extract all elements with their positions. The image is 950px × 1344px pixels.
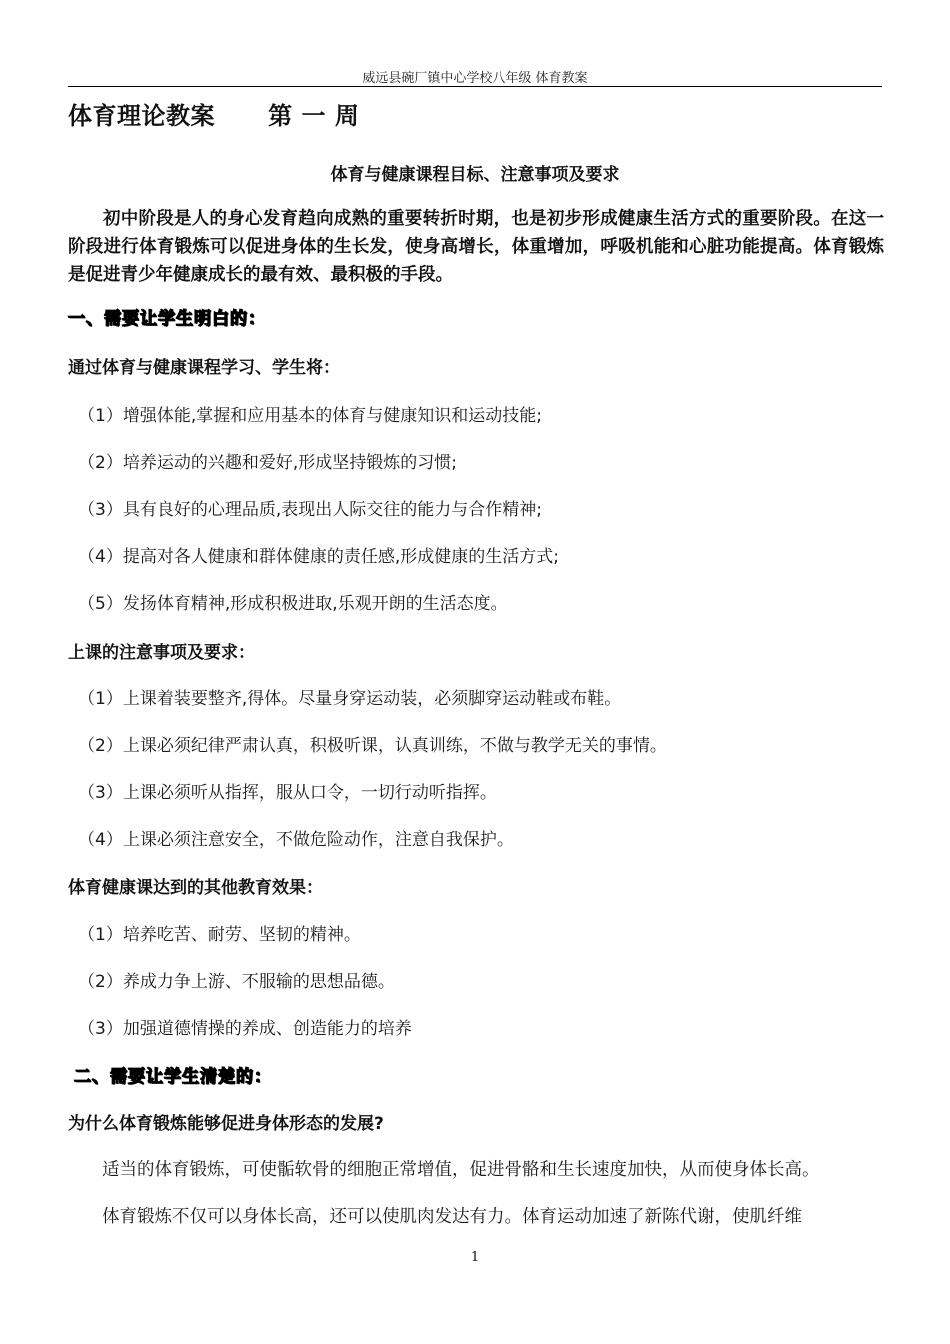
goal-item: （5）发扬体育精神,形成积极进取,乐观开朗的生活态度。 [78, 594, 508, 614]
question-heading: 为什么体育锻炼能够促进身体形态的发展? [68, 1114, 384, 1134]
goal-item: （4）提高对各人健康和群体健康的责任感,形成健康的生活方式; [78, 547, 559, 567]
effect-item: （3）加强道德情操的养成、创造能力的培养 [78, 1019, 412, 1039]
goals-heading: 通过体育与健康课程学习、学生将： [68, 358, 340, 378]
body-paragraph: 适当的体育锻炼，可使骺软骨的细胞正常增值，促进骨骼和生长速度加快，从而使身体长高。 [102, 1160, 820, 1180]
rules-heading: 上课的注意事项及要求： [68, 643, 255, 663]
effect-item: （1）培养吃苦、耐劳、坚韧的精神。 [78, 925, 361, 945]
effects-heading: 体育健康课达到的其他教育效果： [68, 878, 323, 898]
page-number: 1 [470, 1250, 480, 1265]
goal-item: （1）增强体能,掌握和应用基本的体育与健康知识和运动技能; [78, 406, 542, 426]
rule-item: （1）上课着装要整齐,得体。尽量身穿运动装，必须脚穿运动鞋或布鞋。 [78, 689, 622, 709]
page-header: 威远县碗厂镇中心学校八年级 体育教案 [362, 71, 588, 86]
rule-item: （2）上课必须纪律严肃认真，积极听课，认真训练，不做与教学无关的事情。 [78, 736, 667, 756]
effect-item: （2）养成力争上游、不服输的思想品德。 [78, 972, 395, 992]
part1-heading: 一、需要让学生明白的： [68, 309, 266, 329]
header-divider [68, 86, 882, 87]
goal-item: （2）培养运动的兴趣和爱好,形成坚持锻炼的习惯; [78, 453, 457, 473]
goal-item: （3）具有良好的心理品质,表现出人际交往的能力与合作精神; [78, 500, 542, 520]
section-title: 体育与健康课程目标、注意事项及要求 [330, 165, 620, 185]
rule-item: （3）上课必须听从指挥，服从口令，一切行动听指挥。 [78, 783, 497, 803]
body-paragraph: 体育锻炼不仅可以身体长高，还可以使肌肉发达有力。体育运动加速了新陈代谢，使肌纤维 [102, 1207, 802, 1227]
intro-paragraph: 初中阶段是人的身心发育趋向成熟的重要转折时期，也是初步形成健康生活方式的重要阶段。在这一阶段进行体育锻炼可以促进身体的生长发，使身高增长，体重增加，呼吸机能和心脏功能提高。体育锻炼是促进青少年健康成长的最有效、最积极的手段。 [68, 209, 884, 285]
part2-heading: 二、需要让学生清楚的： [74, 1067, 272, 1087]
document-title: 体育理论教案 第 一 周 [68, 102, 360, 130]
rule-item: （4）上课必须注意安全，不做危险动作，注意自我保护。 [78, 830, 514, 850]
